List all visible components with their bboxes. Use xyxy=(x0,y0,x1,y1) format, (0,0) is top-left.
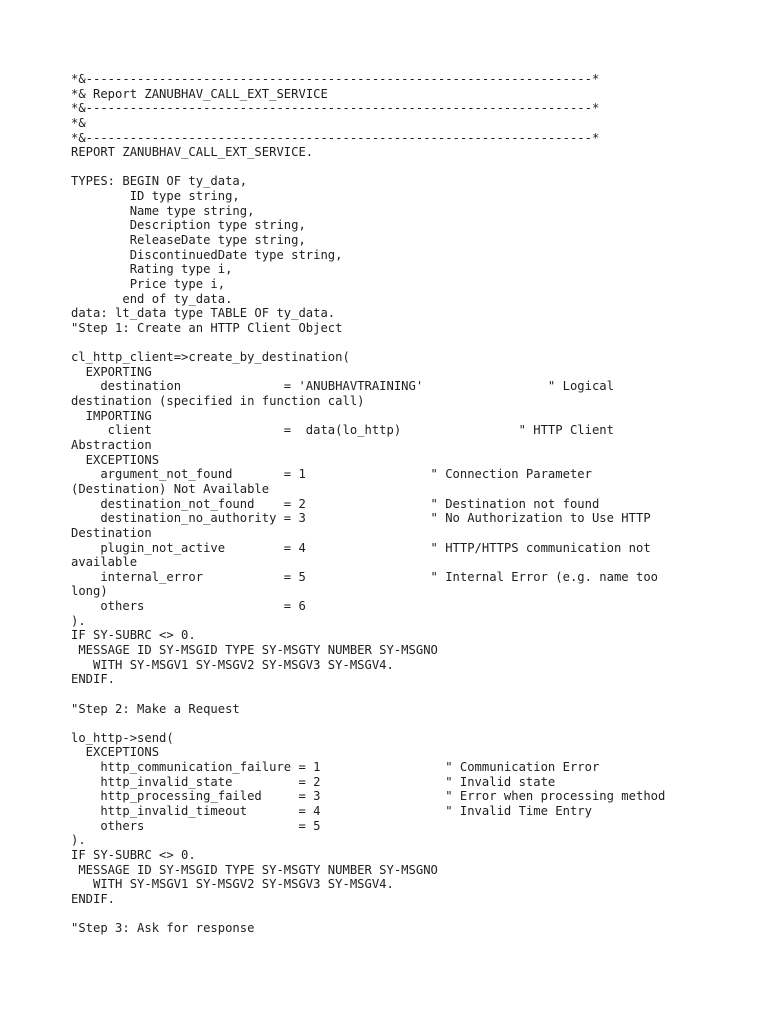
code-line: Rating type i, xyxy=(71,262,233,277)
code-line: destination (specified in function call) xyxy=(71,394,365,409)
code-line: Description type string, xyxy=(71,218,306,233)
code-line: Abstraction xyxy=(71,438,152,453)
code-line: REPORT ZANUBHAV_CALL_EXT_SERVICE. xyxy=(71,145,314,160)
code-line: http_invalid_timeout = 4 " Invalid Time Entry xyxy=(71,804,592,819)
code-line: destination_no_authority = 3 " No Authorization to Use HTTP xyxy=(71,511,651,526)
code-line: others = 6 xyxy=(71,599,306,614)
code-line: others = 5 xyxy=(71,818,321,833)
code-line: long) xyxy=(71,584,108,599)
code-line: DiscontinuedDate type string, xyxy=(71,247,343,262)
code-line: Destination xyxy=(71,525,152,540)
code-line: data: lt_data type TABLE OF ty_data. xyxy=(71,306,336,321)
code-line: http_communication_failure = 1 " Communication Error xyxy=(71,760,600,775)
code-line: EXCEPTIONS xyxy=(71,452,160,467)
code-line: Name type string, xyxy=(71,203,255,218)
code-line: MESSAGE ID SY-MSGID TYPE SY-MSGTY NUMBER SY-MSGNO xyxy=(71,642,438,657)
code-line: (Destination) Not Available xyxy=(71,481,270,496)
code-line: Price type i, xyxy=(71,276,226,291)
code-line: EXCEPTIONS xyxy=(71,745,160,760)
code-line: ). xyxy=(71,833,86,848)
code-line: http_processing_failed = 3 " Error when processing method xyxy=(71,789,666,804)
code-line: ENDIF. xyxy=(71,891,116,906)
code-line: *&---------------------------------------------------------------------* xyxy=(71,101,600,116)
code-line: available xyxy=(71,555,138,570)
code-line xyxy=(71,907,751,922)
code-line: "Step 3: Ask for response xyxy=(71,921,255,936)
code-line: end of ty_data. xyxy=(71,291,233,306)
code-line: cl_http_client=>create_by_destination( xyxy=(71,350,350,365)
code-line xyxy=(71,160,751,175)
code-line: lo_http->send( xyxy=(71,730,174,745)
code-line: MESSAGE ID SY-MSGID TYPE SY-MSGTY NUMBER SY-MSGNO xyxy=(71,862,438,877)
code-document xyxy=(71,72,751,936)
code-line: IMPORTING xyxy=(71,408,152,423)
code-line xyxy=(71,336,751,351)
code-line: WITH SY-MSGV1 SY-MSGV2 SY-MSGV3 SY-MSGV4. xyxy=(71,657,394,672)
code-line: IF SY-SUBRC <> 0. xyxy=(71,847,196,862)
code-line: ENDIF. xyxy=(71,672,116,687)
code-line: ID type string, xyxy=(71,189,240,204)
code-line: ReleaseDate type string, xyxy=(71,233,306,248)
code-line: http_invalid_state = 2 " Invalid state xyxy=(71,774,556,789)
code-line: internal_error = 5 " Internal Error (e.g. name too xyxy=(71,569,658,584)
code-line: destination_not_found = 2 " Destination not found xyxy=(71,496,600,511)
code-line xyxy=(71,687,751,702)
code-line: IF SY-SUBRC <> 0. xyxy=(71,628,196,643)
code-line: "Step 2: Make a Request xyxy=(71,701,240,716)
code-line: client = data(lo_http) " HTTP Client xyxy=(71,423,614,438)
code-line: EXPORTING xyxy=(71,364,152,379)
code-line: WITH SY-MSGV1 SY-MSGV2 SY-MSGV3 SY-MSGV4. xyxy=(71,877,394,892)
code-line: *& Report ZANUBHAV_CALL_EXT_SERVICE xyxy=(71,86,328,101)
code-line: *& xyxy=(71,115,86,130)
code-line: *&---------------------------------------------------------------------* xyxy=(71,130,600,145)
code-line: argument_not_found = 1 " Connection Parameter xyxy=(71,467,592,482)
code-line: ). xyxy=(71,613,86,628)
code-line: destination = 'ANUBHAVTRAINING' " Logical xyxy=(71,379,614,394)
code-line: "Step 1: Create an HTTP Client Object xyxy=(71,320,343,335)
code-line: plugin_not_active = 4 " HTTP/HTTPS communication not xyxy=(71,540,651,555)
code-line: *&---------------------------------------------------------------------* xyxy=(71,72,600,86)
code-line xyxy=(71,716,751,731)
code-line: TYPES: BEGIN OF ty_data, xyxy=(71,174,248,189)
